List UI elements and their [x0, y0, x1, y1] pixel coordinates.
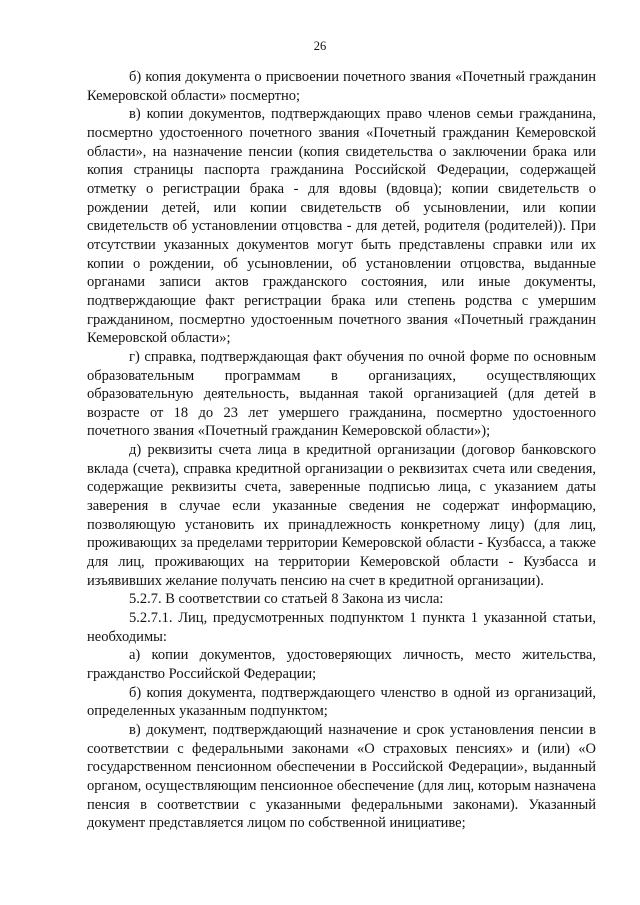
- paragraph-b-certificate-copy: б) копия документа о присвоении почетного звания «Почетный гражданин Кемеровской области» посмертно;: [87, 69, 596, 104]
- paragraph-a-identity-documents: а) копии документов, удостоверяющих личность, место жительства, гражданство Российской Федерации;: [87, 647, 596, 682]
- paragraph-v-pension-document: в) документ, подтверждающий назначение и срок установления пенсии в соответствии с федеральными законами «О страховых пенсиях» и (или) «О государственном пенсионном обеспечении в Российской Федерации», выданный органом, осуществляющим пенсионное обеспечение (для лиц, которым назначена пенсия в соответствии с указанными федеральными законами). Указанный документ представляется лицом по собственной инициативе;: [87, 721, 596, 832]
- page-number: 26: [313, 39, 327, 53]
- paragraph-b-membership-document: б) копия документа, подтверждающего членство в одной из организаций, определенных указанным подпунктом;: [87, 684, 596, 720]
- document-body: [87, 68, 596, 833]
- paragraph-5-2-7: 5.2.7. В соответствии со статьей 8 Закона из числа:: [129, 591, 444, 608]
- paragraph-g-study-certificate: г) справка, подтверждающая факт обучения по очной форме по основным образовательным программам в организациях, осуществляющих образовательную деятельность, выданная такой организацией (для детей в возрасте от 18 до 23 лет умершего гражданина, посмертно удостоенного почетного звания «Почетный гражданин Кемеровской области»);: [87, 348, 596, 440]
- paragraph-d-bank-details: д) реквизиты счета лица в кредитной организации (договор банковского вклада (счета), справка кредитной организации о реквизитах счета или сведения, содержащие реквизиты счета, заверенные подписью лица, с указанием даты заверения в случае если указанные сведения не содержат информацию, позволяющую установить их принадлежность конкретному лицу) (для лиц, проживающих за пределами территории Кемеровской области - Кузбасса, а также для лиц, проживающих на территории Кемеровской области - Кузбасса и изъявивших желание получать пенсию на счет в кредитной организации).: [87, 442, 596, 589]
- paragraph-v-family-documents: в) копии документов, подтверждающих право членов семьи гражданина, посмертно удостоенного почетного звания «Почетный гражданин Кемеровской области», на назначение пенсии (копия свидетельства о заключении брака или копия страницы паспорта гражданина Российской Федерации, содержащей отметку о регистрации брака - для вдовы (вдовца); копии свидетельств о рождении детей, или копии свидетельств об усыновлении, или копии свидетельств об установлении отцовства - для детей, родителя (родителей)). При отсутствии указанных документов могут быть представлены справки или их копии о рождении, об усыновлении, об установлении отцовства, выданные органами записи актов гражданского состояния, или иные документы, подтверждающие факт регистрации брака или степень родства с умершим гражданином, посмертно удостоенным почетного звания «Почетный гражданин Кемеровской области»;: [87, 106, 596, 347]
- paragraph-5-2-7-1: 5.2.7.1. Лиц, предусмотренных подпунктом 1 пункта 1 указанной статьи, необходимы:: [87, 610, 596, 645]
